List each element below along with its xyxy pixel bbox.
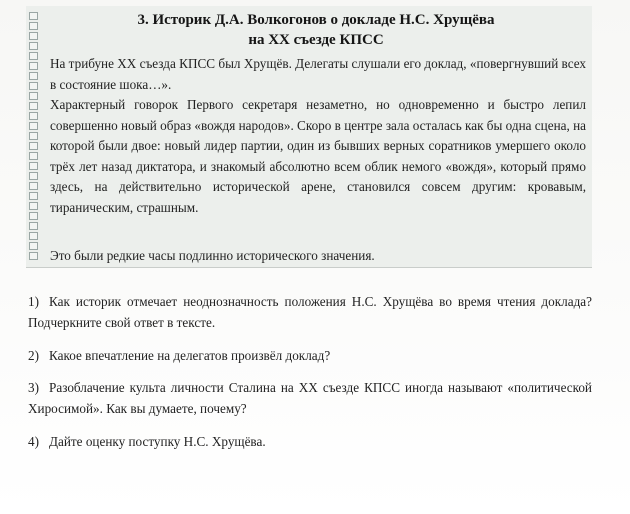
question-3 — [28, 378, 592, 419]
question-1 — [28, 292, 592, 333]
question-number: 4) — [28, 434, 39, 449]
question-text: Как историк отмечает неоднозначность положения Н.С. Хрущёва во время чтения доклада? Подчеркните свой ответ в тексте. — [28, 294, 592, 330]
source-paragraph-3: Это были редкие часы подлинно исторического значения. — [50, 248, 375, 263]
question-number: 3) — [28, 380, 39, 395]
question-number: 2) — [28, 348, 39, 363]
question-2 — [28, 346, 592, 367]
document-title: 3. Историк Д.А. Волкогонов о докладе Н.С. Хрущёва — [137, 12, 495, 28]
source-paragraph-1: На трибуне XX съезда КПСС был Хрущёв. Делегаты слушали его доклад, «повергнувший всех в состояние шока…». — [50, 56, 586, 92]
question-4 — [28, 432, 592, 453]
question-text: Какое впечатление на делегатов произвёл доклад? — [49, 348, 331, 363]
source-paragraph-2: Характерный говорок Первого секретаря незаметно, но одновременно и быстро лепил совершенно новый образ «вождя народов». Скоро в центре зала осталась как бы одна сцена, на которой были двое: новый лидер партии, один из бывших верных соратников умершего около трёх лет назад диктатора, и знакомый абсолютно всем облик немого «вождя», который прямо здесь, на действительно исторической арене, становился совсем другим: кровавым, тираническим, страшным. — [50, 97, 586, 215]
document-subtitle: на XX съезде КПСС — [248, 32, 384, 48]
margin-decoration-strip — [29, 12, 40, 268]
question-text: Разоблачение культа личности Сталина на XX съезде КПСС иногда называют «политической Хиросимой». Как вы думаете, почему? — [28, 380, 592, 416]
question-text: Дайте оценку поступку Н.С. Хрущёва. — [49, 434, 266, 449]
question-number: 1) — [28, 294, 39, 309]
